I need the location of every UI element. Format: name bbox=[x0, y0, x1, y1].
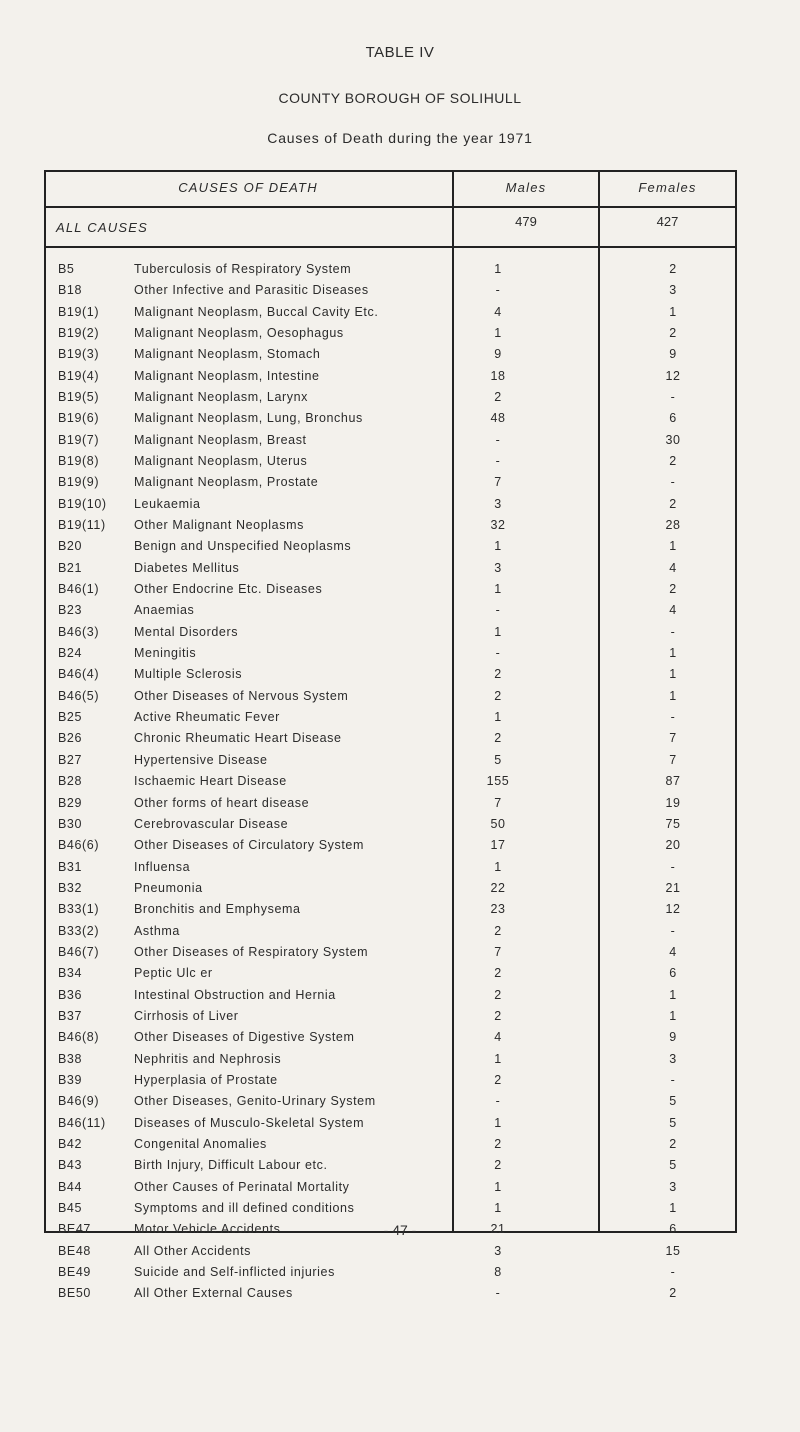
row-males: 3 bbox=[494, 560, 502, 575]
row-cause: Multiple Sclerosis bbox=[134, 667, 243, 682]
table-row bbox=[44, 945, 737, 967]
row-males: - bbox=[495, 1094, 501, 1109]
table-row bbox=[44, 305, 737, 327]
table-row bbox=[44, 1030, 737, 1052]
table-row bbox=[44, 689, 737, 711]
row-females: 3 bbox=[669, 283, 677, 298]
table-row bbox=[44, 966, 737, 988]
row-code: B5 bbox=[58, 262, 75, 276]
row-females: 87 bbox=[665, 774, 681, 789]
table-row bbox=[44, 1158, 737, 1180]
row-cause: Anaemias bbox=[134, 603, 195, 618]
row-males: - bbox=[495, 603, 501, 618]
row-code: B19(5) bbox=[58, 390, 100, 405]
row-cause: Other Diseases of Nervous System bbox=[134, 688, 349, 703]
table-row bbox=[44, 1094, 737, 1116]
row-females: 2 bbox=[669, 582, 677, 597]
row-code: B46(9) bbox=[58, 1094, 100, 1109]
row-females: 6 bbox=[669, 966, 677, 981]
row-males: 2 bbox=[494, 667, 502, 682]
row-males: 23 bbox=[490, 902, 506, 917]
table-row bbox=[44, 860, 737, 882]
row-code: BE49 bbox=[58, 1264, 91, 1279]
table-row bbox=[44, 988, 737, 1010]
row-females: 2 bbox=[669, 262, 677, 276]
row-code: B44 bbox=[58, 1179, 83, 1194]
header-males: Males bbox=[505, 180, 547, 195]
row-cause: Asthma bbox=[134, 923, 180, 938]
row-males: 2 bbox=[494, 1072, 502, 1087]
row-cause: Leukaemia bbox=[134, 496, 201, 511]
row-females: 1 bbox=[669, 688, 677, 703]
row-females: 2 bbox=[669, 1136, 677, 1151]
row-males: 1 bbox=[494, 710, 502, 725]
row-code: B46(6) bbox=[58, 838, 100, 853]
row-females: 30 bbox=[665, 432, 681, 447]
row-code: BE47 bbox=[58, 1222, 91, 1237]
row-males: 2 bbox=[494, 966, 502, 981]
row-males: 8 bbox=[494, 1264, 502, 1279]
row-code: B21 bbox=[58, 560, 83, 575]
row-females: 1 bbox=[669, 539, 677, 554]
table-row bbox=[44, 1180, 737, 1202]
row-males: 22 bbox=[490, 880, 506, 895]
row-cause: Intestinal Obstruction and Hernia bbox=[134, 987, 336, 1002]
row-males: 2 bbox=[494, 688, 502, 703]
row-females: 4 bbox=[669, 603, 677, 618]
table-row bbox=[44, 710, 737, 732]
row-code: B30 bbox=[58, 816, 83, 831]
row-males: 2 bbox=[494, 923, 502, 938]
table-row bbox=[44, 1116, 737, 1138]
row-females: - bbox=[670, 1072, 676, 1087]
row-males: 7 bbox=[494, 944, 502, 959]
row-cause: Diseases of Musculo-Skeletal System bbox=[134, 1115, 365, 1130]
row-females: 2 bbox=[669, 454, 677, 469]
row-code: B23 bbox=[58, 603, 83, 618]
row-code: B45 bbox=[58, 1200, 83, 1215]
row-females: 4 bbox=[669, 560, 677, 575]
row-cause: Motor Vehicle Accidents bbox=[134, 1222, 281, 1237]
authority-title: COUNTY BOROUGH OF SOLIHULL bbox=[278, 90, 522, 106]
row-females: 1 bbox=[669, 1008, 677, 1023]
row-males: - bbox=[495, 283, 501, 298]
row-code: B39 bbox=[58, 1072, 83, 1087]
table-row bbox=[44, 796, 737, 818]
row-males: 1 bbox=[494, 582, 502, 597]
table-label: TABLE IV bbox=[365, 44, 435, 61]
header-bottom-border bbox=[44, 206, 737, 208]
table-row bbox=[44, 731, 737, 753]
row-males: 4 bbox=[494, 1030, 502, 1045]
row-males: - bbox=[495, 646, 501, 661]
row-code: B19(6) bbox=[58, 411, 100, 426]
row-females: 28 bbox=[665, 518, 681, 533]
row-males: 1 bbox=[494, 262, 502, 276]
row-males: 1 bbox=[494, 624, 502, 639]
table-row bbox=[44, 262, 737, 284]
page-number: - 47 - bbox=[383, 1222, 417, 1238]
causes-of-death-table bbox=[44, 170, 737, 1432]
row-code: B19(8) bbox=[58, 454, 100, 469]
row-females: 2 bbox=[669, 496, 677, 511]
row-cause: Other Endocrine Etc. Diseases bbox=[134, 582, 323, 597]
row-cause: Congenital Anomalies bbox=[134, 1136, 267, 1151]
row-males: 5 bbox=[494, 752, 502, 767]
table-row bbox=[44, 454, 737, 476]
table-row bbox=[44, 411, 737, 433]
row-cause: Birth Injury, Difficult Labour etc. bbox=[134, 1158, 328, 1173]
row-females: 1 bbox=[669, 646, 677, 661]
row-cause: Malignant Neoplasm, Breast bbox=[134, 432, 307, 447]
table-row bbox=[44, 347, 737, 369]
total-bottom-border bbox=[44, 246, 737, 248]
row-females: 2 bbox=[669, 1286, 677, 1301]
row-males: 1 bbox=[494, 1200, 502, 1215]
row-males: 7 bbox=[494, 795, 502, 810]
header-causes: CAUSES OF DEATH bbox=[178, 180, 318, 195]
row-cause: Symptoms and ill defined conditions bbox=[134, 1200, 355, 1215]
row-cause: Pneumonia bbox=[134, 880, 203, 895]
row-cause: Hyperplasia of Prostate bbox=[134, 1072, 278, 1087]
row-code: B32 bbox=[58, 880, 83, 895]
row-code: B18 bbox=[58, 283, 83, 298]
row-females: 1 bbox=[669, 304, 677, 319]
row-females: 75 bbox=[665, 816, 681, 831]
row-males: 2 bbox=[494, 1158, 502, 1173]
row-females: 12 bbox=[665, 902, 681, 917]
row-code: B25 bbox=[58, 710, 83, 725]
row-code: B46(4) bbox=[58, 667, 100, 682]
row-code: B19(2) bbox=[58, 326, 100, 341]
row-cause: Malignant Neoplasm, Uterus bbox=[134, 454, 308, 469]
row-females: 19 bbox=[665, 795, 681, 810]
row-females: - bbox=[670, 923, 676, 938]
row-females: 4 bbox=[669, 944, 677, 959]
table-row bbox=[44, 603, 737, 625]
row-females: 12 bbox=[665, 368, 681, 383]
row-females: 5 bbox=[669, 1094, 677, 1109]
row-males: 2 bbox=[494, 731, 502, 746]
row-code: B46(8) bbox=[58, 1030, 100, 1045]
table-row bbox=[44, 539, 737, 561]
row-code: B46(5) bbox=[58, 688, 100, 703]
row-males: 1 bbox=[494, 326, 502, 341]
row-females: 21 bbox=[665, 880, 681, 895]
row-females: 1 bbox=[669, 987, 677, 1002]
table-row bbox=[44, 646, 737, 668]
row-females: 9 bbox=[669, 347, 677, 362]
row-males: 18 bbox=[490, 368, 506, 383]
row-cause: Other Diseases of Respiratory System bbox=[134, 944, 369, 959]
row-code: B46(3) bbox=[58, 624, 100, 639]
table-row bbox=[44, 1073, 737, 1095]
table-row bbox=[44, 1244, 737, 1266]
row-code: B20 bbox=[58, 539, 83, 554]
row-cause: Cirrhosis of Liver bbox=[134, 1008, 239, 1023]
table-row bbox=[44, 497, 737, 519]
row-cause: Other Infective and Parasitic Diseases bbox=[134, 283, 369, 298]
row-code: B24 bbox=[58, 646, 83, 661]
row-cause: Peptic Ulc er bbox=[134, 966, 213, 981]
row-females: 15 bbox=[665, 1243, 681, 1258]
row-males: - bbox=[495, 454, 501, 469]
row-cause: All Other External Causes bbox=[134, 1286, 293, 1301]
row-cause: Nephritis and Nephrosis bbox=[134, 1051, 282, 1066]
table-row bbox=[44, 475, 737, 497]
row-cause: Diabetes Mellitus bbox=[134, 560, 240, 575]
row-females: 7 bbox=[669, 752, 677, 767]
table-row bbox=[44, 881, 737, 903]
row-cause: Malignant Neoplasm, Buccal Cavity Etc. bbox=[134, 304, 379, 319]
table-top-border bbox=[44, 170, 737, 172]
row-males: 1 bbox=[494, 1051, 502, 1066]
row-females: - bbox=[670, 624, 676, 639]
row-code: B19(3) bbox=[58, 347, 100, 362]
row-cause: Active Rheumatic Fever bbox=[134, 710, 280, 725]
table-row bbox=[44, 1137, 737, 1159]
table-row bbox=[44, 625, 737, 647]
all-causes-males: 479 bbox=[515, 214, 537, 229]
table-row bbox=[44, 433, 737, 455]
row-cause: Malignant Neoplasm, Oesophagus bbox=[134, 326, 344, 341]
row-code: B31 bbox=[58, 859, 83, 874]
row-males: 2 bbox=[494, 987, 502, 1002]
table-row bbox=[44, 924, 737, 946]
row-cause: Other forms of heart disease bbox=[134, 795, 310, 810]
row-cause: Meningitis bbox=[134, 646, 197, 661]
all-causes-label: ALL CAUSES bbox=[56, 220, 148, 235]
row-cause: Other Diseases of Circulatory System bbox=[134, 838, 364, 853]
row-males: 2 bbox=[494, 1008, 502, 1023]
row-males: 3 bbox=[494, 1243, 502, 1258]
row-males: 1 bbox=[494, 539, 502, 554]
row-code: B26 bbox=[58, 731, 83, 746]
row-females: 1 bbox=[669, 1200, 677, 1215]
row-cause: Malignant Neoplasm, Prostate bbox=[134, 475, 319, 490]
row-males: 3 bbox=[494, 496, 502, 511]
row-females: 1 bbox=[669, 667, 677, 682]
row-females: 6 bbox=[669, 1222, 677, 1237]
row-code: B43 bbox=[58, 1158, 83, 1173]
row-females: - bbox=[670, 710, 676, 725]
table-row bbox=[44, 774, 737, 796]
row-females: 7 bbox=[669, 731, 677, 746]
row-code: B36 bbox=[58, 987, 83, 1002]
row-code: B33(2) bbox=[58, 923, 100, 938]
row-cause: Malignant Neoplasm, Intestine bbox=[134, 368, 320, 383]
row-code: B28 bbox=[58, 774, 83, 789]
row-cause: Other Diseases of Digestive System bbox=[134, 1030, 355, 1045]
row-cause: Benign and Unspecified Neoplasms bbox=[134, 539, 352, 554]
row-code: B46(1) bbox=[58, 582, 100, 597]
row-code: B37 bbox=[58, 1008, 83, 1023]
row-code: B29 bbox=[58, 795, 83, 810]
row-code: B46(11) bbox=[58, 1115, 106, 1130]
row-males: 21 bbox=[490, 1222, 506, 1237]
row-males: 4 bbox=[494, 304, 502, 319]
row-code: B19(9) bbox=[58, 475, 100, 490]
row-code: B19(10) bbox=[58, 496, 107, 511]
row-cause: Cerebrovascular Disease bbox=[134, 816, 289, 831]
row-code: B38 bbox=[58, 1051, 83, 1066]
row-females: 6 bbox=[669, 411, 677, 426]
row-cause: Chronic Rheumatic Heart Disease bbox=[134, 731, 342, 746]
table-row bbox=[44, 283, 737, 305]
row-males: - bbox=[495, 1286, 501, 1301]
row-males: - bbox=[495, 432, 501, 447]
table-row bbox=[44, 667, 737, 689]
row-males: 7 bbox=[494, 475, 502, 490]
row-code: B19(11) bbox=[58, 518, 106, 533]
row-females: 9 bbox=[669, 1030, 677, 1045]
row-females: - bbox=[670, 859, 676, 874]
table-row bbox=[44, 1286, 737, 1308]
table-row bbox=[44, 390, 737, 412]
row-code: B42 bbox=[58, 1136, 83, 1151]
row-cause: Hypertensive Disease bbox=[134, 752, 268, 767]
row-code: BE50 bbox=[58, 1286, 91, 1301]
row-females: 5 bbox=[669, 1158, 677, 1173]
row-cause: Suicide and Self-inflicted injuries bbox=[134, 1264, 335, 1279]
row-code: B27 bbox=[58, 752, 83, 767]
row-males: 32 bbox=[490, 518, 506, 533]
row-females: - bbox=[670, 1264, 676, 1279]
row-females: 3 bbox=[669, 1051, 677, 1066]
table-row bbox=[44, 1052, 737, 1074]
table-row bbox=[44, 369, 737, 391]
row-code: B46(7) bbox=[58, 944, 100, 959]
table-row bbox=[44, 817, 737, 839]
table-row bbox=[44, 838, 737, 860]
row-females: 3 bbox=[669, 1179, 677, 1194]
row-females: 5 bbox=[669, 1115, 677, 1130]
row-cause: Mental Disorders bbox=[134, 624, 239, 639]
row-cause: Ischaemic Heart Disease bbox=[134, 774, 287, 789]
row-females: - bbox=[670, 475, 676, 490]
table-subtitle: Causes of Death during the year 1971 bbox=[267, 130, 533, 146]
row-cause: Other Causes of Perinatal Mortality bbox=[134, 1179, 350, 1194]
row-code: BE48 bbox=[58, 1243, 91, 1258]
row-males: 2 bbox=[494, 1136, 502, 1151]
row-males: 48 bbox=[490, 411, 506, 426]
table-row bbox=[44, 1201, 737, 1223]
row-cause: All Other Accidents bbox=[134, 1243, 252, 1258]
row-females: 2 bbox=[669, 326, 677, 341]
row-cause: Other Malignant Neoplasms bbox=[134, 518, 304, 533]
row-females: 20 bbox=[665, 838, 681, 853]
row-males: 1 bbox=[494, 1179, 502, 1194]
row-code: B34 bbox=[58, 966, 83, 981]
table-row bbox=[44, 518, 737, 540]
row-cause: Bronchitis and Emphysema bbox=[134, 902, 301, 917]
row-cause: Malignant Neoplasm, Stomach bbox=[134, 347, 321, 362]
row-males: 50 bbox=[490, 816, 506, 831]
table-row bbox=[44, 326, 737, 348]
row-males: 1 bbox=[494, 1115, 502, 1130]
row-males: 1 bbox=[494, 859, 502, 874]
row-males: 155 bbox=[486, 774, 510, 789]
table-row bbox=[44, 902, 737, 924]
table-row bbox=[44, 582, 737, 604]
row-females: - bbox=[670, 390, 676, 405]
row-males: 2 bbox=[494, 390, 502, 405]
all-causes-females: 427 bbox=[656, 214, 679, 229]
table-row bbox=[44, 1009, 737, 1031]
table-row bbox=[44, 1265, 737, 1287]
row-cause: Malignant Neoplasm, Lung, Bronchus bbox=[134, 411, 363, 426]
row-cause: Malignant Neoplasm, Larynx bbox=[134, 390, 309, 405]
row-code: B19(7) bbox=[58, 432, 100, 447]
row-code: B33(1) bbox=[58, 902, 100, 917]
table-row bbox=[44, 753, 737, 775]
row-males: 9 bbox=[494, 347, 502, 362]
table-row bbox=[44, 561, 737, 583]
row-cause: Other Diseases, Genito-Urinary System bbox=[134, 1094, 376, 1109]
row-code: B19(4) bbox=[58, 368, 100, 383]
row-males: 17 bbox=[490, 838, 506, 853]
row-cause: Influensa bbox=[134, 859, 191, 874]
row-cause: Tuberculosis of Respiratory System bbox=[134, 262, 352, 276]
header-females: Females bbox=[638, 180, 697, 195]
row-code: B19(1) bbox=[58, 304, 100, 319]
